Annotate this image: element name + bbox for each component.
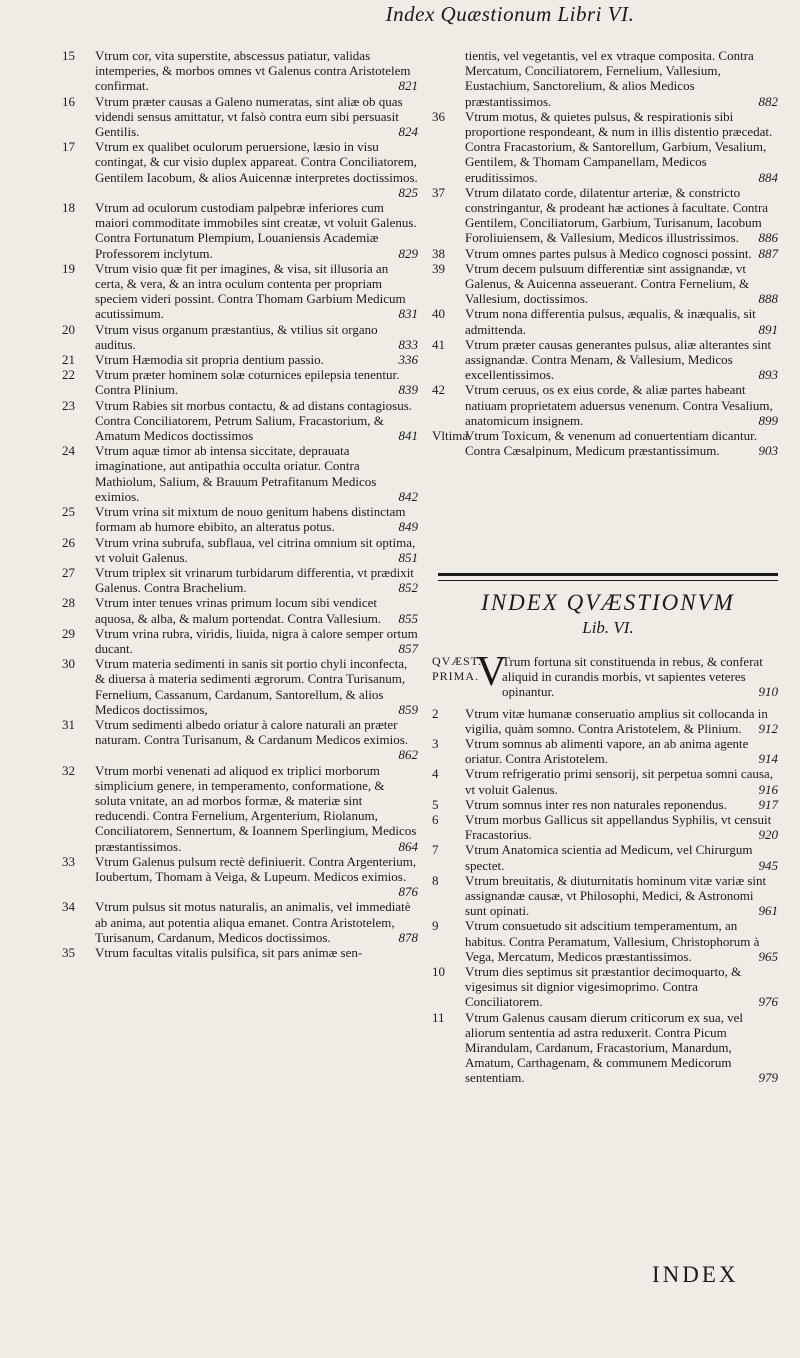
page-ref: 912 bbox=[758, 720, 778, 736]
index-entry bbox=[432, 842, 778, 872]
entry-number: 8 bbox=[432, 872, 439, 888]
index-entry bbox=[62, 443, 418, 504]
entry-text: Vtrum refrigeratio primi sensorij, sit perpetua somni causa, vt voluit Galenus. bbox=[465, 766, 773, 797]
label-prima: PRIMA. bbox=[432, 669, 480, 684]
entry-text: Vtrum Rabies sit morbus contactu, & ad distans contagiosus. Contra Conciliatorem, Petrum Salium, Fracastorium, & Amatum Medicos doctissimos bbox=[95, 397, 413, 444]
page-ref: 855 bbox=[398, 610, 418, 626]
index-entry bbox=[62, 398, 418, 444]
entry-text: Vtrum præter causas generantes pulsus, aliæ alterantes sint assignandæ. Contra Menam, & Vallesium, Medicos excellentissimos. bbox=[465, 336, 772, 383]
entry-number: 34 bbox=[62, 899, 75, 915]
dropcap: V bbox=[476, 649, 507, 695]
page-ref: 945 bbox=[758, 857, 778, 873]
entry-number: 37 bbox=[432, 184, 445, 200]
entry-number: 28 bbox=[62, 595, 75, 611]
entry-text: Vtrum sedimenti albedo oriatur à calore naturali an præter naturam. Contra Turisanum, & Cardanum Medicos eximios. bbox=[95, 716, 409, 748]
index-entry bbox=[62, 656, 418, 717]
entry-text: Trum fortuna sit constituenda in rebus, & conferat aliquid in curandis morbis, vt sapientes veteres opinantur. bbox=[502, 654, 763, 700]
index-entry bbox=[62, 854, 418, 900]
entry-number: 41 bbox=[432, 336, 445, 352]
page-ref: 886 bbox=[758, 230, 778, 246]
page-ref: 891 bbox=[758, 321, 778, 337]
index-entry bbox=[432, 873, 778, 919]
index-entry bbox=[432, 306, 778, 336]
entry-text: Vtrum præter hominem solæ coturnices epilepsia tenentur. Contra Plinium. bbox=[95, 367, 400, 398]
entry-text: Vtrum ad oculorum custodiam palpebræ inferiores cum maiori commoditate immobiles sint creatæ, vt voluit Galenus. Contra Fortunatum Plempium, Louaniensis Academiæ Professorem inclytum. bbox=[95, 200, 417, 261]
entry-number: 23 bbox=[62, 397, 75, 413]
page-ref: 851 bbox=[398, 549, 418, 565]
index-entry bbox=[432, 428, 778, 458]
page-ref: 917 bbox=[758, 796, 778, 812]
index-entry bbox=[62, 717, 418, 763]
page-ref: 857 bbox=[398, 640, 418, 656]
entry-text: Vtrum somnus ab alimenti vapore, an ab anima agente oriatur. Contra Aristotelem. bbox=[465, 736, 749, 767]
entry-text: Vtrum visio quæ fit per imagines, & visa, sit illusoria an certa, & vera, & an intra oculum contenta per propriam speciem videri possint. Contra Thomam Garbium Medicum acutissimum. bbox=[95, 260, 406, 322]
index-entry bbox=[62, 367, 418, 397]
entry-number: 15 bbox=[62, 48, 75, 63]
page-ref: 833 bbox=[398, 336, 418, 352]
index-entry bbox=[62, 565, 418, 595]
entry-number: 5 bbox=[432, 796, 439, 812]
entry-text: Vtrum dies septimus sit præstantior decimoquarto, & vigesimus sit dignior vigesimoprimo. Contra Conciliatorem. bbox=[465, 964, 742, 1010]
entry-number: 40 bbox=[432, 306, 445, 322]
entry-number: 24 bbox=[62, 443, 75, 459]
entry-number: 2 bbox=[432, 705, 439, 721]
index-entry bbox=[62, 945, 418, 960]
page-ref: 841 bbox=[398, 428, 418, 444]
page-ref: 849 bbox=[398, 519, 418, 535]
entry-number: 19 bbox=[62, 260, 75, 276]
index-entry bbox=[62, 352, 418, 367]
index-entry bbox=[432, 812, 778, 842]
page-ref: 976 bbox=[758, 994, 778, 1010]
entry-text: Vtrum ex qualibet oculorum peruersione, læsio in visu contingat, & cur visio duplex appareat. Contra Conciliatorem, Gentilem Iacobum, & alios Auicennæ interpretes doctissimos. bbox=[95, 139, 418, 185]
index-entry bbox=[432, 964, 778, 1010]
index-entry bbox=[62, 139, 418, 200]
entry-text: Vtrum morbus Gallicus sit appellandus Syphilis, vt censuit Fracastorius. bbox=[465, 812, 772, 843]
index-entry bbox=[62, 261, 418, 322]
entry-number: 27 bbox=[62, 564, 75, 580]
index-entry bbox=[432, 246, 778, 261]
index-entry bbox=[432, 797, 778, 812]
entry-text: Vtrum nona differentia pulsus, æqualis, & inæqualis, sit admittenda. bbox=[465, 306, 756, 337]
entry-number: 36 bbox=[432, 108, 445, 124]
entry-text: Vtrum vrina rubra, viridis, liuida, nigra à calore semper ortum ducant. bbox=[95, 625, 418, 656]
entry-text: Vtrum ceruus, os ex eius corde, & aliæ partes habeant natiuam proprietatem aduersus venenum. Contra Vesalium, anatomicum insignem. bbox=[465, 382, 773, 428]
index-entry bbox=[62, 626, 418, 656]
index-entry bbox=[62, 595, 418, 625]
page-ref: 862 bbox=[398, 747, 418, 763]
entry-text: Vtrum vitæ humanæ conseruatio amplius sit collocanda in vigilia, quàm somno. Contra Aristotelem, & Plinium. bbox=[465, 705, 768, 736]
index-entry bbox=[432, 109, 778, 185]
page-ref: 839 bbox=[398, 382, 418, 398]
page-ref: 965 bbox=[758, 948, 778, 964]
page-ref: 859 bbox=[398, 701, 418, 717]
page-ref: 979 bbox=[758, 1070, 778, 1086]
entry-text: Vtrum Hæmodia sit propria dentium passio. bbox=[95, 352, 324, 368]
page-ref: 961 bbox=[758, 903, 778, 919]
index-entry bbox=[62, 48, 418, 94]
entry-text: Vtrum vrina subrufa, subflaua, vel citrina omnium sit optima, vt voluit Galenus. bbox=[95, 534, 416, 565]
page-ref: 899 bbox=[758, 412, 778, 428]
entry-number: 35 bbox=[62, 944, 75, 960]
page-ref: 876 bbox=[398, 884, 418, 900]
entry-number: 7 bbox=[432, 842, 439, 858]
index-entry bbox=[62, 535, 418, 565]
entry-text: Vtrum materia sedimenti in sanis sit portio chyli inconfecta, & diuersa à materia sedimenti ægrorum. Contra Turisanum, Fernelium, Cassanum, Cardanum, Santorellum, & alios Medicos doctissimos, bbox=[95, 656, 408, 717]
entry-number: 31 bbox=[62, 716, 75, 732]
index-entry bbox=[432, 706, 778, 736]
entry-number: 38 bbox=[432, 245, 445, 261]
section-rule bbox=[438, 573, 778, 576]
entry-text: Vtrum facultas vitalis pulsifica, sit pars animæ sen- bbox=[95, 944, 363, 960]
entry-text: Vtrum triplex sit vrinarum turbidarum differentia, vt prædixit Galenus. Contra Brachelium. bbox=[95, 564, 414, 596]
index-entry bbox=[432, 261, 778, 307]
entry-text: Vtrum omnes partes pulsus à Medico cognosci possint. bbox=[465, 245, 752, 261]
index-entry bbox=[432, 337, 778, 383]
first-label bbox=[432, 654, 483, 684]
section-rule-thin bbox=[438, 580, 778, 581]
running-head: Index Quæstionum Libri VI. bbox=[385, 2, 635, 26]
entry-number: 10 bbox=[432, 964, 445, 980]
entry-number: 3 bbox=[432, 736, 439, 752]
entry-number: 25 bbox=[62, 504, 75, 520]
entry-text: Vtrum Galenus pulsum rectè definiuerit. Contra Argenterium, Ioubertum, Thomam à Veiga, & Lupeum. Medicos eximios. bbox=[95, 853, 417, 884]
continuation-entry bbox=[432, 48, 778, 109]
page-ref: 842 bbox=[398, 488, 418, 504]
entry-text: Vtrum cor, vita superstite, abscessus patiatur, validas intemperies, & morbos omnes vt Galenus contra Aristotelem confirmat. bbox=[95, 48, 411, 94]
entry-text: Vtrum vrina sit mixtum de nouo genitum habens distinctam formam ab humore ebibito, an alteratus potus. bbox=[95, 504, 406, 535]
index-entry bbox=[432, 382, 778, 428]
entry-text: Vtrum somnus inter res non naturales reponendus. bbox=[465, 796, 727, 812]
entry-number: 22 bbox=[62, 367, 75, 383]
index-entry bbox=[62, 763, 418, 854]
entry-text: Vtrum Toxicum, & venenum ad conuertentiam dicantur. Contra Cæsalpinum, Medicum præstantissimum. bbox=[465, 428, 757, 459]
page-ref: 920 bbox=[758, 827, 778, 843]
entry-number: 33 bbox=[62, 853, 75, 869]
entry-text: Vtrum visus organum præstantius, & vtilius sit organo auditus. bbox=[95, 321, 378, 352]
page-ref: 824 bbox=[398, 124, 418, 140]
entry-text: Vtrum motus, & quietes pulsus, & respirationis sibi proportione respondeant, & num in illis distentio præcedat. Contra Fracastorium, & Santorellum, Garbium, Vesalium, Gentilem, & Thomam Campanellam, Medicos eruditissimos. bbox=[465, 108, 773, 185]
index-entry bbox=[62, 322, 418, 352]
entry-number: 21 bbox=[62, 352, 75, 368]
page-ref: 336 bbox=[398, 352, 418, 368]
entry-number: 17 bbox=[62, 139, 75, 155]
entry-number: 4 bbox=[432, 766, 439, 782]
entry-text: Vtrum Galenus causam dierum criticorum ex sua, vel aliorum sententia ad astra reduxerit. Contra Picum Mirandulam, Cardanum, Fracastorium, Manardum, Amatum, Carthagenam, & communem Medicorum sententiam. bbox=[465, 1009, 743, 1086]
index-entry bbox=[432, 766, 778, 796]
entry-number: 18 bbox=[62, 200, 75, 216]
entry-text: Vtrum decem pulsuum differentiæ sint assignandæ, vt Galenus, & Auicenna asseuerant. Contra Fernelium, & Vallesium, doctissimos. bbox=[465, 260, 750, 307]
entry-number: 39 bbox=[432, 260, 445, 276]
entry-number: 32 bbox=[62, 762, 75, 778]
index-entry bbox=[62, 899, 418, 945]
entry-number: 26 bbox=[62, 534, 75, 550]
page-ref: 914 bbox=[758, 751, 778, 767]
page-ref: 821 bbox=[398, 78, 418, 94]
page-ref: 864 bbox=[398, 838, 418, 854]
entry-text: Vtrum Anatomica scientia ad Medicum, vel Chirurgum spectet. bbox=[465, 842, 753, 873]
entry-text: Vtrum aquæ timor ab intensa siccitate, deprauata imaginatione, aut antipathia occulta oriatur. Contra Mathiolum, Salium, & Brauum Petrafitanum Medicos eximios. bbox=[95, 443, 377, 504]
index-entry bbox=[62, 200, 418, 261]
index-entry bbox=[432, 185, 778, 246]
entry-number: 16 bbox=[62, 93, 75, 109]
page-ref: 888 bbox=[758, 291, 778, 307]
index-entry bbox=[62, 94, 418, 140]
book6-first-entry bbox=[432, 649, 778, 700]
right-column bbox=[432, 48, 778, 458]
entry-number: 11 bbox=[432, 1009, 445, 1025]
entry-text: Vtrum dilatato corde, dilatentur arteriæ, & constricto constringantur, & prodeant hæ actiones à facultate. Contra Gentilem, Conciliatorum, Garbium, Turisanum, Iacobum Foroliuiensem, & Vallesium, Medicos illustrissimos. bbox=[465, 184, 769, 246]
page-ref: 878 bbox=[398, 929, 418, 945]
page-ref: 825 bbox=[398, 184, 418, 200]
index-entry bbox=[62, 504, 418, 534]
entry-text: Vtrum morbi venenati ad aliquod ex triplici morborum simplicium genere, in temperamento, conformatione, & soluta vnitate, an ad morbos formæ, & materiæ sint reducendi. Contra Fernelium, Argenterium, Riolanum, Conciliatorem, Sennertum, & Ioannem Sperlingium, Medicos præstantissimos. bbox=[95, 762, 417, 854]
entry-number: 29 bbox=[62, 625, 75, 641]
page-ref: 852 bbox=[398, 580, 418, 596]
index-entry bbox=[432, 736, 778, 766]
entry-text: Vtrum pulsus sit motus naturalis, an animalis, vel immediatè ab anima, aut potentia aliqua emanet. Contra Aristotelem, Turisanum, Cardanum, Medicos doctissimos. bbox=[95, 899, 411, 945]
page-ref: 884 bbox=[758, 169, 778, 185]
index-entry bbox=[432, 1010, 778, 1086]
entry-number: 6 bbox=[432, 812, 439, 828]
entry-text: Vtrum inter tenues vrinas primum locum sibi vendicet aquosa, & alba, & malum portendat. Contra Vallesium. bbox=[95, 595, 382, 626]
page-ref: 893 bbox=[758, 367, 778, 383]
entry-number: 20 bbox=[62, 321, 75, 337]
page-ref: 831 bbox=[398, 306, 418, 322]
book6-column bbox=[432, 649, 778, 1086]
label-quaest: QVÆST. bbox=[432, 654, 483, 668]
page-ref: 887 bbox=[758, 245, 778, 261]
page-ref: 916 bbox=[758, 781, 778, 797]
entry-text: tientis, vel vegetantis, vel ex vtraque composita. Contra Mercatum, Conciliatorem, Fernelium, Vallesium, Eustachium, Sanctorelium, & alios Medicos præstantissimos. bbox=[465, 48, 754, 109]
index-entry bbox=[432, 918, 778, 964]
section-subtitle: Lib. VI. bbox=[582, 618, 634, 637]
entry-text: Vtrum consuetudo sit adscitium temperamentum, an habitus. Contra Peramatum, Vallesium, Christophorum à Vega, Mercatum, Medicos præstantissimos. bbox=[465, 918, 760, 964]
page-ref: 910 bbox=[758, 684, 778, 700]
left-column bbox=[62, 48, 418, 960]
entry-number: 9 bbox=[432, 918, 439, 934]
catchword: INDEX bbox=[652, 1262, 739, 1287]
page-ref: 882 bbox=[758, 93, 778, 109]
entry-number: Vltima. bbox=[432, 428, 472, 444]
entry-text: Vtrum breuitatis, & diuturnitatis hominum vitæ variæ sint assignandæ causæ, vt Philosophi, Medici, & Astronomi sunt opinati. bbox=[465, 872, 767, 919]
entry-text: Vtrum præter causas a Galeno numeratas, sint aliæ ob quas videndi sensus amittatur, vt falsò contra eum sibi persuasit Gentilis. bbox=[95, 93, 403, 140]
page-ref: 829 bbox=[398, 245, 418, 261]
entry-number: 42 bbox=[432, 382, 445, 398]
entry-number: 30 bbox=[62, 656, 75, 672]
section-title: INDEX QVÆSTIONVM bbox=[481, 590, 735, 615]
page-ref: 903 bbox=[758, 443, 778, 459]
